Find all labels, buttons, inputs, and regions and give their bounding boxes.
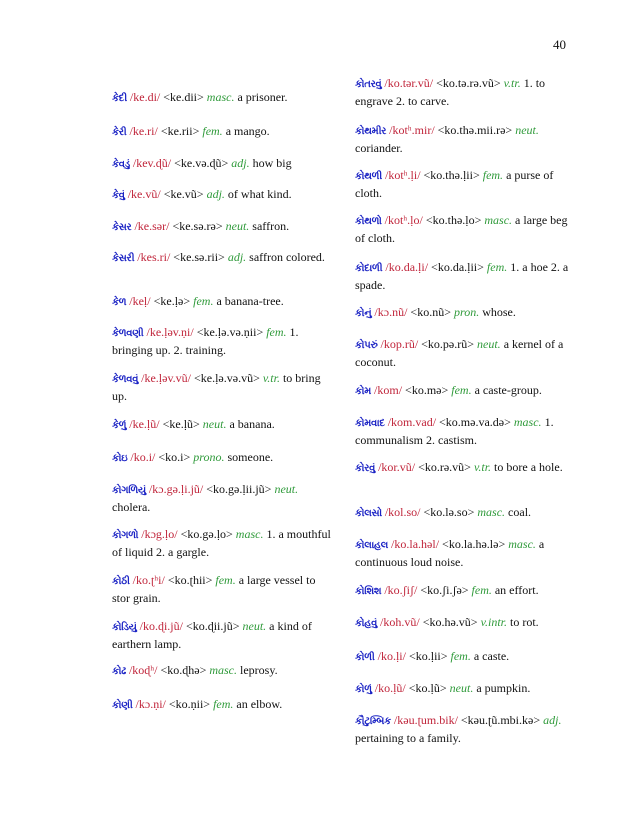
phonetic: /kop.rũ/ <box>380 337 419 351</box>
part-of-speech: fem. <box>202 124 223 138</box>
definition: 1. bringing up. 2. training. <box>112 325 299 357</box>
headword: કેરી <box>112 127 127 138</box>
dictionary-entry <box>112 662 332 680</box>
part-of-speech: masc. <box>513 415 542 429</box>
dictionary-entry <box>112 696 332 714</box>
dictionary-entry <box>112 449 332 467</box>
definition: a kernel of a coconut. <box>355 337 564 369</box>
part-of-speech: masc. <box>508 537 536 551</box>
part-of-speech: fem. <box>471 583 492 597</box>
dictionary-entry <box>355 614 570 632</box>
part-of-speech: adj. <box>231 156 250 170</box>
definition: a purse of cloth. <box>355 168 554 200</box>
transliteration: <ke.rii> <box>160 124 200 138</box>
phonetic: /ke.vũ/ <box>127 187 161 201</box>
part-of-speech: adj. <box>206 187 225 201</box>
part-of-speech: fem. <box>486 260 508 274</box>
headword: કોણી <box>112 700 133 711</box>
phonetic: /ko.ḷi/ <box>377 649 406 663</box>
definition: an elbow. <box>236 697 283 711</box>
headword: કેવડું <box>112 159 130 170</box>
definition: a continuous loud noise. <box>355 537 545 569</box>
headword: કેળું <box>112 420 127 431</box>
headword: કેળવણી <box>112 328 144 339</box>
definition: coriander. <box>355 141 403 155</box>
headword: કેસરી <box>112 253 135 264</box>
headword: કોમ <box>355 386 372 397</box>
definition: a caste. <box>473 649 510 663</box>
transliteration: <ko.thə.ḷo> <box>425 213 482 227</box>
transliteration: <ko.thə.ḷii> <box>423 168 480 182</box>
part-of-speech: neut. <box>515 123 539 137</box>
definition: 1. communalism 2. castism. <box>355 415 554 447</box>
phonetic: /koh.vũ/ <box>380 615 420 629</box>
dictionary-entry <box>355 122 570 157</box>
definition: leprosy. <box>240 663 278 677</box>
dictionary-entry <box>112 416 332 434</box>
transliteration: <ke.ḷə.və.ṇii> <box>196 325 264 339</box>
definition: pertaining to a family. <box>355 731 461 745</box>
transliteration: <ko.gə.ḷii.jũ> <box>206 482 272 496</box>
transliteration: <ko.i> <box>158 450 191 464</box>
transliteration: <ke.vũ> <box>163 187 204 201</box>
part-of-speech: fem. <box>266 325 287 339</box>
definition: a prisoner. <box>237 90 288 104</box>
headword: કેદી <box>112 93 127 104</box>
headword: કોથમીર <box>355 126 387 137</box>
dictionary-entry <box>355 167 570 202</box>
dictionary-entry <box>355 712 570 747</box>
part-of-speech: pron. <box>453 305 480 319</box>
phonetic: /kotʰ.mir/ <box>389 123 435 137</box>
phonetic: /kotʰ.ḷi/ <box>385 168 421 182</box>
definition: 1. a mouthful of liquid 2. a gargle. <box>112 527 331 559</box>
headword: કોથળો <box>355 216 382 227</box>
phonetic: /kev.ɖũ/ <box>132 156 172 170</box>
definition: a kind of earthern lamp. <box>112 619 312 651</box>
phonetic: /ke.ḷəv.ṇi/ <box>146 325 194 339</box>
headword: કોલસો <box>355 508 382 519</box>
phonetic: /kol.so/ <box>384 505 421 519</box>
phonetic: /ke.sər/ <box>134 219 170 233</box>
part-of-speech: v.tr. <box>473 460 492 474</box>
dictionary-entry <box>112 249 332 267</box>
dictionary-entry <box>112 186 332 204</box>
phonetic: /ko.i/ <box>130 450 156 464</box>
phonetic: /ke.ḷəv.vũ/ <box>141 371 191 385</box>
transliteration: <ko.mə> <box>405 383 449 397</box>
transliteration: <ko.rə.vũ> <box>418 460 471 474</box>
definition: an effort. <box>494 583 539 597</box>
part-of-speech: neut. <box>274 482 299 496</box>
dictionary-entry <box>112 123 332 141</box>
part-of-speech: masc. <box>206 90 235 104</box>
part-of-speech: v.tr. <box>503 76 521 90</box>
headword: કૌટુમ્બિક <box>355 716 391 727</box>
dictionary-entry <box>355 414 570 449</box>
headword: કોઠી <box>112 576 130 587</box>
definition: of what kind. <box>227 187 292 201</box>
phonetic: /kɔ.gə.ḷi.jũ/ <box>148 482 204 496</box>
definition: someone. <box>227 450 274 464</box>
phonetic: /kom.vad/ <box>387 415 437 429</box>
phonetic: /ko.ḷũ/ <box>374 681 406 695</box>
transliteration: <ke.dii> <box>163 90 204 104</box>
dictionary-entry <box>355 582 570 600</box>
transliteration: <ke.ḷə.və.vũ> <box>194 371 260 385</box>
part-of-speech: fem. <box>193 294 214 308</box>
dictionary-entry <box>112 293 332 311</box>
headword: કોશિશ <box>355 586 382 597</box>
dictionary-entry <box>112 89 332 107</box>
headword: કોગળો <box>112 530 139 541</box>
part-of-speech: fem. <box>450 649 471 663</box>
phonetic: /keḷ/ <box>129 294 151 308</box>
phonetic: /ko.ɖi.jũ/ <box>139 619 183 633</box>
definition: to rot. <box>510 615 539 629</box>
definition: a banana-tree. <box>216 294 284 308</box>
headword: કોતરવું <box>355 79 382 90</box>
transliteration: <ke.sə.rii> <box>173 250 225 264</box>
transliteration: <ke.və.ɖũ> <box>174 156 229 170</box>
part-of-speech: fem. <box>215 573 236 587</box>
page-number: 40 <box>553 37 566 52</box>
phonetic: /ke.di/ <box>129 90 161 104</box>
definition: a banana. <box>229 417 275 431</box>
dictionary-entry <box>112 572 332 607</box>
headword: કોમવાદ <box>355 418 385 429</box>
headword: કેવું <box>112 190 125 201</box>
dictionary-entry <box>355 504 570 522</box>
transliteration: <ke.ḷə> <box>153 294 191 308</box>
phonetic: /ko.ʃiʃ/ <box>384 583 418 597</box>
headword: કોથળી <box>355 171 382 182</box>
part-of-speech: neut. <box>242 619 267 633</box>
part-of-speech: neut. <box>477 337 501 351</box>
dictionary-entry <box>355 680 570 698</box>
headword: કેસર <box>112 222 132 233</box>
headword: કોહવું <box>355 618 378 629</box>
definition: to bring up. <box>112 371 321 403</box>
dictionary-entry <box>355 382 570 400</box>
dictionary-entry <box>355 648 570 666</box>
headword: કેળ <box>112 297 127 308</box>
dictionary-entry <box>355 536 570 571</box>
part-of-speech: masc. <box>235 527 264 541</box>
phonetic: /kotʰ.ḷo/ <box>384 213 423 227</box>
part-of-speech: fem. <box>213 697 234 711</box>
dictionary-entry <box>112 481 332 516</box>
headword: કોલાહલ <box>355 540 389 551</box>
phonetic: /ke.ri/ <box>129 124 158 138</box>
part-of-speech: masc. <box>477 505 506 519</box>
dictionary-entry <box>355 336 570 371</box>
definition: a large beg of cloth. <box>355 213 568 245</box>
transliteration: <ko.tə.rə.vũ> <box>436 76 501 90</box>
dictionary-entry <box>112 324 332 359</box>
definition: how big <box>252 156 292 170</box>
phonetic: /koɖʰ/ <box>128 663 158 677</box>
phonetic: /kɔ.nũ/ <box>374 305 408 319</box>
headword: કોડિયું <box>112 622 137 633</box>
phonetic: /kəu.ʈum.bik/ <box>393 713 458 727</box>
transliteration: <ko.ɖii.jũ> <box>185 619 240 633</box>
part-of-speech: v.intr. <box>480 615 508 629</box>
definition: a pumpkin. <box>476 681 531 695</box>
headword: કોળી <box>355 652 375 663</box>
dictionary-entry <box>112 155 332 173</box>
phonetic: /kɔg.ḷo/ <box>141 527 178 541</box>
transliteration: <kəu.ʈũ.mbi.kə> <box>460 713 541 727</box>
transliteration: <ko.ḷii> <box>408 649 448 663</box>
phonetic: /ko.da.ḷi/ <box>385 260 429 274</box>
definition: whose. <box>482 305 516 319</box>
phonetic: /kor.vũ/ <box>378 460 416 474</box>
transliteration: <ko.pə.rũ> <box>421 337 475 351</box>
dictionary-entry <box>112 218 332 236</box>
dictionary-entry <box>355 212 570 247</box>
headword: કોગળિયું <box>112 485 146 496</box>
headword: કોનું <box>355 308 372 319</box>
transliteration: <ko.hə.vũ> <box>422 615 478 629</box>
dictionary-entry <box>112 618 332 653</box>
transliteration: <ko.ʈhii> <box>167 573 213 587</box>
definition: to bore a hole. <box>494 460 563 474</box>
transliteration: <ko.ɖhə> <box>160 663 207 677</box>
part-of-speech: adj. <box>227 250 247 264</box>
part-of-speech: neut. <box>449 681 474 695</box>
dictionary-entry <box>355 75 570 110</box>
phonetic: /ko.tər.vũ/ <box>384 76 434 90</box>
part-of-speech: fem. <box>451 383 472 397</box>
headword: કોઇ <box>112 453 128 464</box>
definition: 1. a hoe 2. a spade. <box>355 260 569 292</box>
part-of-speech: neut. <box>202 417 227 431</box>
part-of-speech: masc. <box>484 213 513 227</box>
transliteration: <ko.ṇii> <box>168 697 211 711</box>
part-of-speech: adj. <box>543 713 562 727</box>
transliteration: <ke.ḷũ> <box>162 417 200 431</box>
transliteration: <ko.ʃi.ʃə> <box>420 583 469 597</box>
transliteration: <ko.nũ> <box>410 305 451 319</box>
phonetic: /ko.la.həl/ <box>391 537 440 551</box>
definition: 1. to engrave 2. to carve. <box>355 76 546 108</box>
phonetic: /ke.ḷũ/ <box>129 417 160 431</box>
phonetic: /kɔ.ṇi/ <box>135 697 166 711</box>
phonetic: /kes.ri/ <box>137 250 171 264</box>
part-of-speech: prono. <box>193 450 225 464</box>
dictionary-entry <box>355 259 570 294</box>
transliteration: <ko.gə.ḷo> <box>180 527 233 541</box>
headword: કેળવવું <box>112 374 139 385</box>
transliteration: <ko.thə.mii.rə> <box>437 123 513 137</box>
headword: કોળું <box>355 684 372 695</box>
part-of-speech: masc. <box>209 663 238 677</box>
transliteration: <ko.ḷũ> <box>408 681 447 695</box>
headword: કોરવું <box>355 463 376 474</box>
definition: saffron colored. <box>249 250 325 264</box>
dictionary-entry <box>112 526 332 561</box>
transliteration: <ko.da.ḷii> <box>431 260 484 274</box>
definition: a large vessel to stor grain. <box>112 573 316 605</box>
transliteration: <ko.la.hə.lə> <box>442 537 506 551</box>
part-of-speech: fem. <box>482 168 504 182</box>
definition: a caste-group. <box>474 383 542 397</box>
definition: cholera. <box>112 500 151 514</box>
phonetic: /kom/ <box>374 383 403 397</box>
transliteration: <ke.sə.rə> <box>172 219 223 233</box>
dictionary-entry <box>112 370 332 405</box>
dictionary-entry <box>355 304 570 322</box>
transliteration: <ko.lə.so> <box>423 505 475 519</box>
headword: કોપરું <box>355 340 378 351</box>
definition: a mango. <box>225 124 270 138</box>
headword: કોઢ <box>112 666 126 677</box>
part-of-speech: neut. <box>225 219 250 233</box>
phonetic: /ko.ʈʰi/ <box>132 573 165 587</box>
definition: coal. <box>508 505 532 519</box>
part-of-speech: v.tr. <box>262 371 280 385</box>
transliteration: <ko.mə.va.də> <box>439 415 511 429</box>
definition: saffron. <box>252 219 290 233</box>
dictionary-entry <box>355 459 570 477</box>
headword: કોદાળી <box>355 263 383 274</box>
